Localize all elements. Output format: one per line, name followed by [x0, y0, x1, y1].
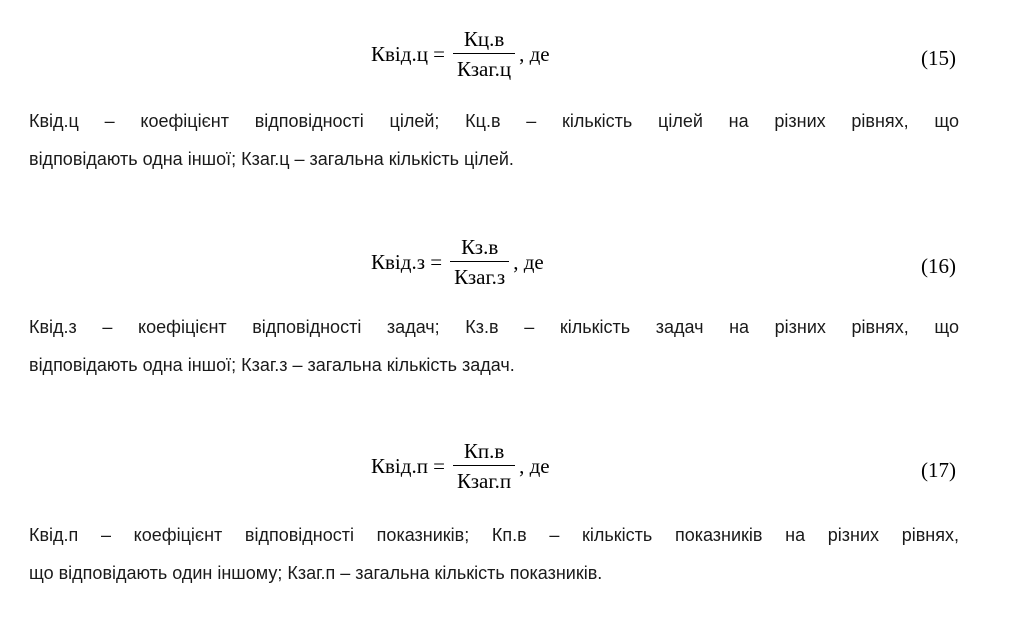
- formula-15: [371, 28, 550, 80]
- fraction: [453, 440, 515, 492]
- explanation-paragraph-15: [29, 102, 959, 178]
- equation-number: (16): [921, 254, 956, 278]
- fraction-numerator: Кз.в: [461, 235, 499, 259]
- formula-lhs: Квід.ц =: [371, 41, 446, 66]
- fraction: [450, 236, 509, 288]
- fraction-denominator: Кзаг.з: [454, 265, 506, 289]
- formula-17: [371, 440, 550, 492]
- explanation-line: відповідають одна іншої; Кзаг.з – загальна кількість задач.: [29, 355, 515, 375]
- formula-row-15: [0, 28, 1024, 92]
- formula-row-17: [0, 440, 1024, 504]
- formula-lhs: Квід.п =: [371, 453, 446, 478]
- explanation-line: відповідають одна іншої; Кзаг.ц – загальна кількість цілей.: [29, 149, 514, 169]
- explanation-paragraph-17: [29, 516, 959, 592]
- formula-row-16: [0, 236, 1024, 300]
- formula-suffix: , де: [513, 249, 544, 274]
- fraction-numerator: Кц.в: [463, 27, 505, 51]
- explanation-line: Квід.ц – коефіцієнт відповідності цілей; Кц.в – кількість цілей на різних рівнях, що: [29, 111, 959, 131]
- explanation-line: Квід.з – коефіцієнт відповідності задач; Кз.в – кількість задач на різних рівнях, що: [29, 317, 959, 337]
- equation-number: (17): [921, 458, 956, 482]
- equation-number: (15): [921, 46, 956, 70]
- formula-lhs: Квід.з =: [371, 249, 443, 274]
- formula-16: [371, 236, 544, 288]
- explanation-paragraph-16: [29, 308, 959, 384]
- fraction-denominator: Кзаг.ц: [457, 57, 512, 81]
- fraction-numerator: Кп.в: [463, 439, 505, 463]
- fraction: [453, 28, 515, 80]
- formula-suffix: , де: [519, 453, 550, 478]
- explanation-line: що відповідають один іншому; Кзаг.п – загальна кількість показників.: [29, 563, 603, 583]
- formula-suffix: , де: [519, 41, 550, 66]
- fraction-denominator: Кзаг.п: [457, 469, 512, 493]
- explanation-line: Квід.п – коефіцієнт відповідності показників; Кп.в – кількість показників на різних рівнях,: [29, 525, 959, 545]
